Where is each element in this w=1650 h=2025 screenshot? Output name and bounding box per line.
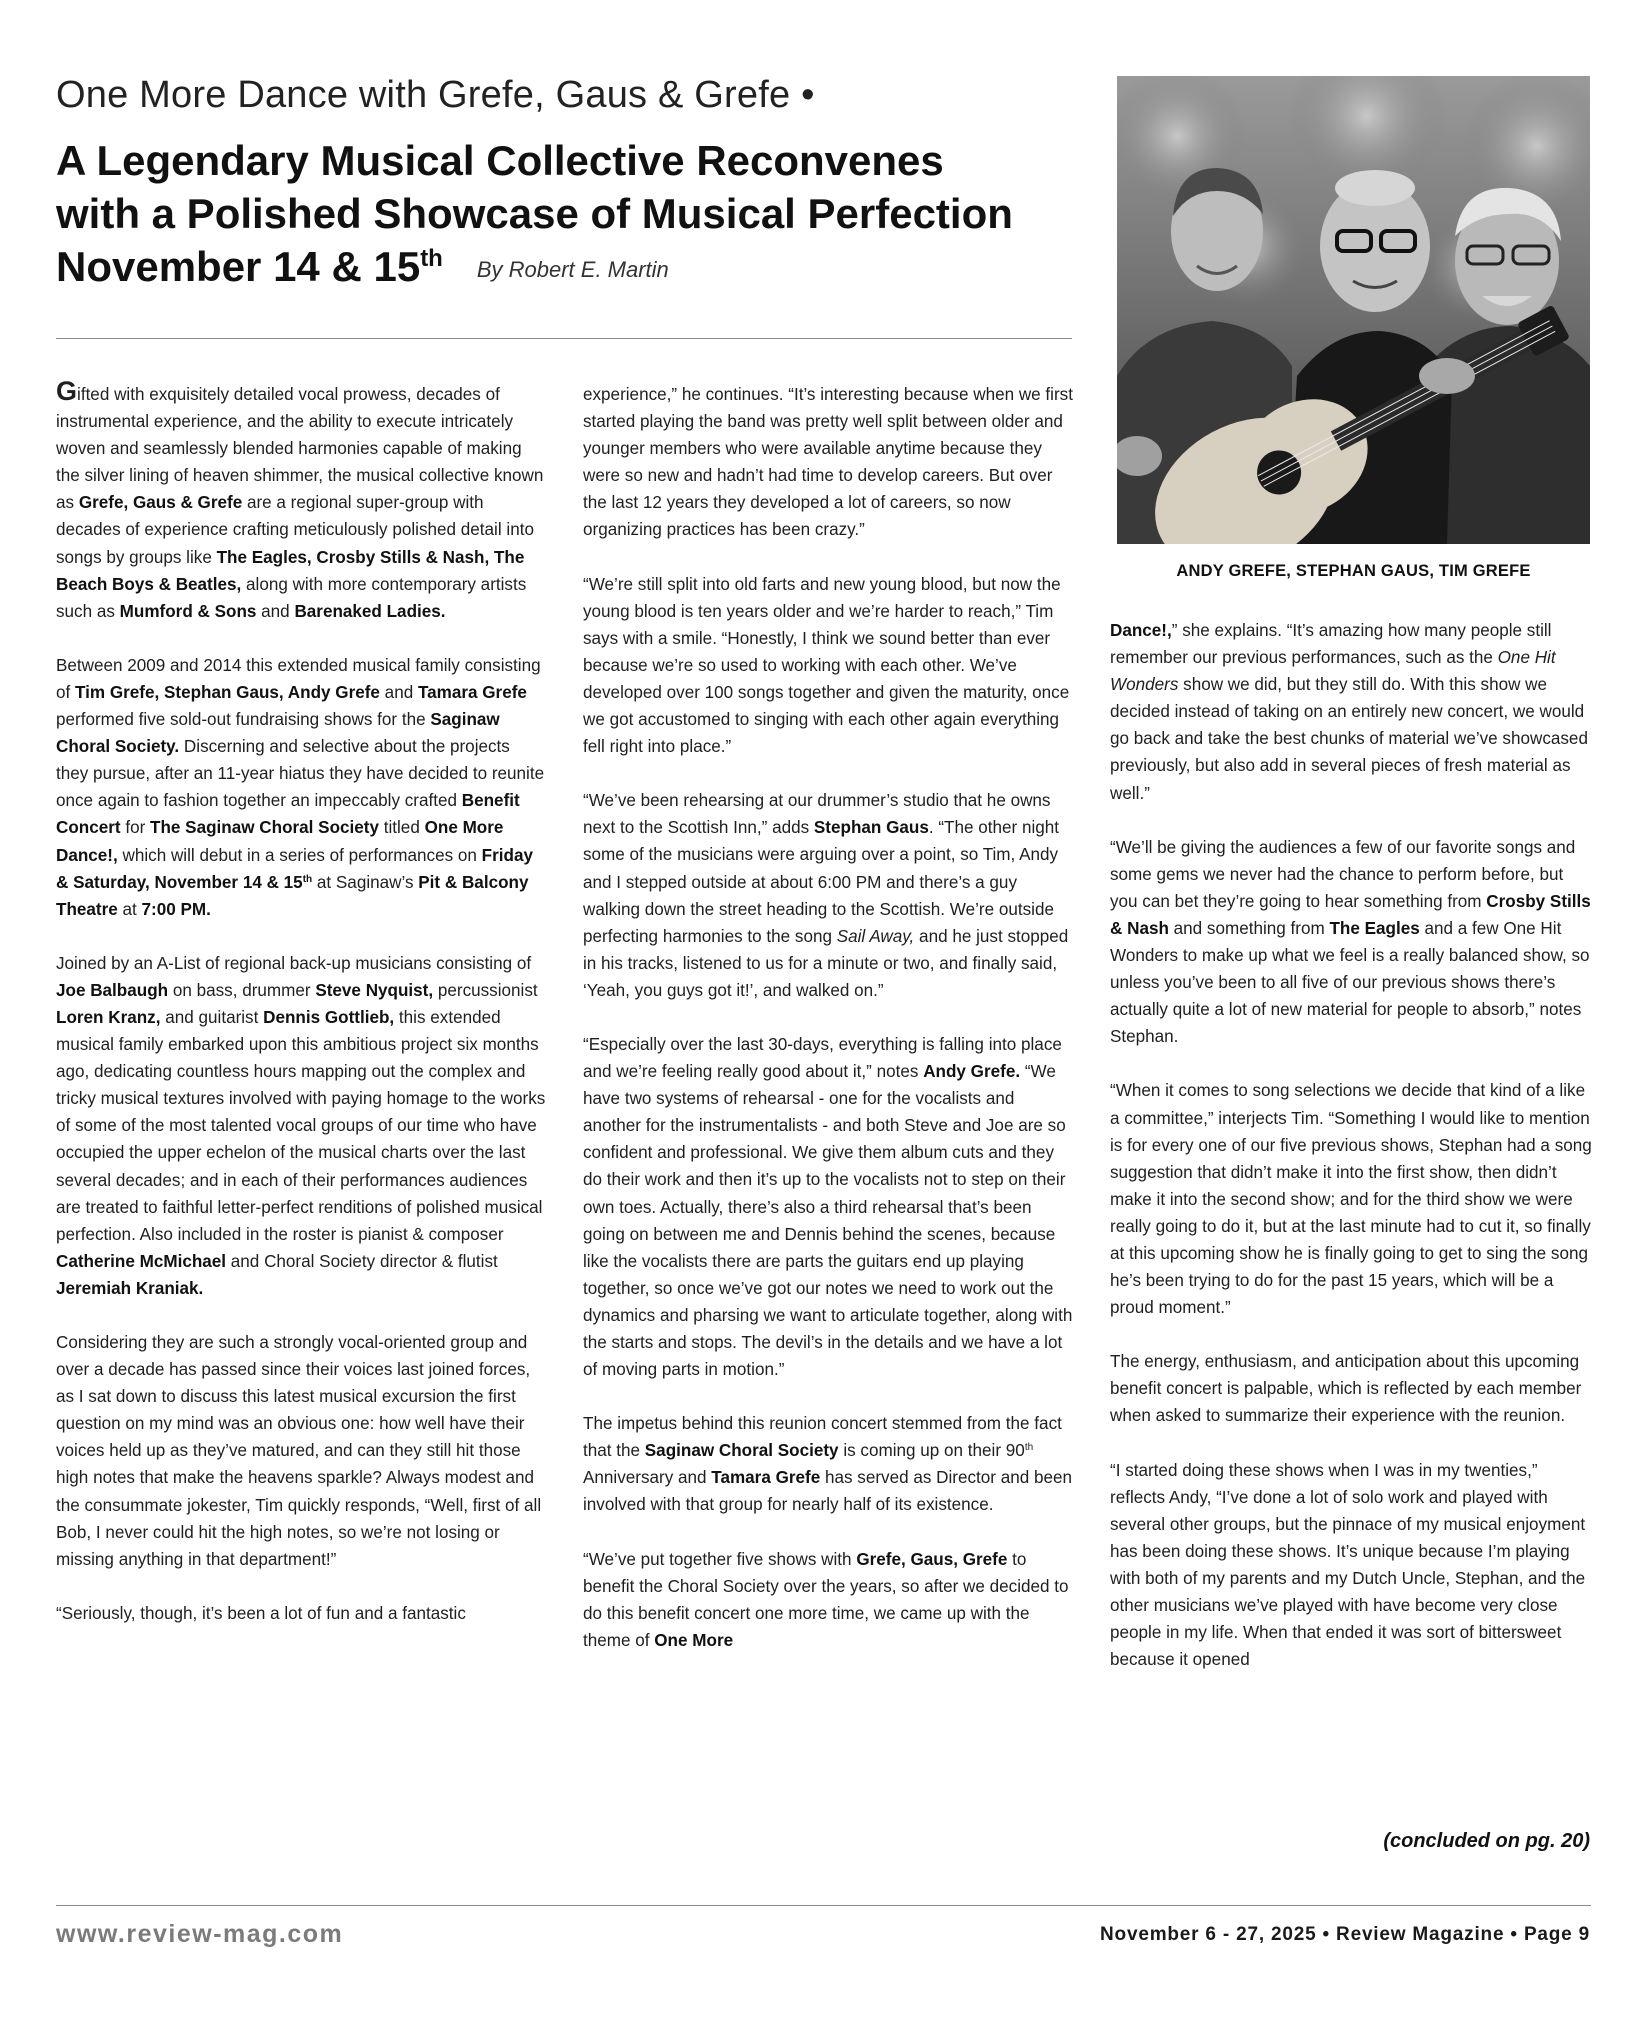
footer-divider bbox=[56, 1905, 1591, 1906]
bold-text: Saginaw Choral Society bbox=[644, 1441, 839, 1461]
bold-text: Mumford & Sons bbox=[119, 601, 257, 621]
text-run: experience,” he continues. “It’s interesting because when we first started playing the band was pretty well split between older and younger members who were available anytime because they were so new and hadn’t had time to develop careers. But over the last 12 years they developed a lot of careers, so now organizing practices has been crazy.” bbox=[583, 385, 1073, 540]
headline-date-suffix: th bbox=[420, 245, 443, 272]
text-run: and he just stopped in his tracks, listened to us for a minute or two, and finally said, ‘Yeah, you guys got it!’, and walked on.” bbox=[583, 926, 1069, 1000]
text-run: and a few One Hit Wonders to make up what we feel is a really balanced show, so unless you’ve been to all five of our previous shows there’s actually quite a lot of new material for people to absorb,” notes Stephan. bbox=[1110, 918, 1590, 1047]
text-run: and bbox=[256, 601, 295, 621]
article-paragraph bbox=[56, 652, 546, 923]
article-column-3 bbox=[1110, 617, 1595, 1700]
bold-text: Saginaw Choral Society. bbox=[56, 710, 500, 757]
text-run: has served as Director and been involved with that group for nearly half of its existence. bbox=[583, 1468, 1073, 1515]
text-run: and guitarist bbox=[160, 1007, 264, 1027]
text-run: and bbox=[379, 682, 418, 702]
bold-text: Dennis Gottlieb, bbox=[263, 1007, 395, 1027]
bold-text: Benefit Concert bbox=[56, 791, 520, 838]
bold-text: Andy Grefe. bbox=[923, 1062, 1021, 1082]
article-column-2 bbox=[583, 381, 1073, 1681]
article-paragraph bbox=[583, 787, 1073, 1004]
headline-line-3 bbox=[56, 240, 1076, 296]
bold-text: The Eagles bbox=[1329, 918, 1420, 938]
text-run: “We’ve been rehearsing at our drummer’s studio that he owns next to the Scottish Inn,” adds bbox=[583, 791, 1051, 838]
text-run: “Especially over the last 30-days, everything is falling into place and we’re feeling really good about it,” notes bbox=[583, 1034, 1062, 1082]
text-run: Between 2009 and 2014 this extended musical family consisting of bbox=[56, 655, 541, 702]
byline: By Robert E. Martin bbox=[476, 257, 669, 282]
article-kicker: One More Dance with Grefe, Gaus & Grefe • bbox=[56, 74, 815, 116]
italic-text: Sail Away, bbox=[836, 926, 915, 946]
bold-text: Grefe, Gaus & Grefe bbox=[78, 493, 243, 513]
bold-text: Grefe, Gaus, Grefe bbox=[856, 1549, 1008, 1569]
text-run: on bass, drummer bbox=[168, 980, 316, 1000]
italic-text: One Hit Wonders bbox=[1110, 648, 1556, 695]
continuation-note: (concluded on pg. 20) bbox=[1383, 1830, 1590, 1852]
text-run: and something from bbox=[1168, 918, 1330, 938]
article-paragraph bbox=[1110, 1348, 1595, 1429]
article-paragraph bbox=[56, 376, 546, 625]
article-paragraph bbox=[583, 1410, 1073, 1518]
text-run: percussionist bbox=[433, 980, 538, 1000]
article-paragraph bbox=[583, 1546, 1073, 1654]
band-photo bbox=[1117, 76, 1590, 544]
text-run: ifted with exquisitely detailed vocal prowess, decades of instrumental experience, and the ability to execute intricately woven and seamlessly blended harmonies capable of making the silver lining of heaven shimmer, the musical collective known as bbox=[56, 385, 544, 513]
bold-text: Steve Nyquist, bbox=[315, 980, 434, 1000]
text-run: The energy, enthusiasm, and anticipation about this upcoming benefit concert is palpable, which is reflected by each member when asked to summarize their experience with the reunion. bbox=[1110, 1352, 1582, 1426]
article-headline bbox=[56, 134, 1076, 296]
bold-text: Barenaked Ladies. bbox=[294, 601, 446, 621]
drop-cap: G bbox=[56, 376, 78, 406]
text-run: ” she explains. “It’s amazing how many people still remember our previous performances, such as the bbox=[1110, 621, 1552, 668]
text-run: to benefit the Choral Society over the years, so after we decided to do this benefit concert one more time, we came up with the theme of bbox=[583, 1549, 1069, 1650]
text-run: at Saginaw’s bbox=[312, 872, 419, 892]
text-run: which will debut in a series of performances on bbox=[117, 845, 482, 865]
website-link[interactable]: www.review-mag.com bbox=[56, 1920, 344, 1948]
article-paragraph bbox=[56, 1329, 546, 1573]
text-run: for bbox=[120, 818, 151, 838]
photo-caption: ANDY GREFE, STEPHAN GAUS, TIM GREFE bbox=[1176, 562, 1531, 580]
bold-text: Joe Balbaugh bbox=[56, 980, 169, 1000]
bold-text: Catherine McMichael bbox=[56, 1251, 227, 1271]
text-run: show we did, but they still do. With this show we decided instead of taking on an entirely new concert, we would go back and take the best chunks of material we’ve showcased previously, but also add in several pieces of fresh material as well.” bbox=[1110, 675, 1588, 803]
article-paragraph bbox=[56, 1600, 546, 1627]
bold-text: Loren Kranz, bbox=[56, 1007, 161, 1027]
text-run: The impetus behind this reunion concert stemmed from the fact that the bbox=[583, 1414, 1062, 1461]
article-column-1 bbox=[56, 376, 546, 1654]
text-run: at bbox=[117, 899, 142, 919]
text-run: “We’re still split into old farts and new young blood, but now the young blood is ten years older and we’re harder to reach,” Tim says with a smile. “Honestly, I think we sound better than ever because we’re so used to working with each other. We’ve developed over 100 songs together and given the maturity, once we got accustomed to singing with each other again everything fell right into place.” bbox=[583, 574, 1070, 757]
article-paragraph bbox=[1110, 834, 1595, 1051]
bold-text: The Eagles, Crosby Stills & Nash, The Beach Boys & Beatles, bbox=[56, 547, 525, 594]
bold-text: One More bbox=[654, 1630, 734, 1650]
text-run: “I started doing these shows when I was in my twenties,” reflects Andy, “I’ve done a lot of solo work and played with several other groups, but the pinnace of my musical enjoyment has been doing these shows. It’s unique because I’m playing with both of my parents and my Dutch Uncle, Stephan, and the other musicians we’ve played with have become very close people in my life. When that ended it was sort of bittersweet because it opened bbox=[1110, 1460, 1586, 1670]
header-divider bbox=[56, 338, 1072, 339]
bold-text: Pit & Balcony Theatre bbox=[56, 872, 529, 919]
text-run: are a regional super-group with decades of experience crafting meticulously polished detail into songs by groups like bbox=[56, 493, 534, 567]
bold-text: th bbox=[302, 873, 313, 885]
headline-date: November 14 & 15 bbox=[56, 243, 421, 290]
text-run: along with more contemporary artists such as bbox=[56, 574, 527, 621]
bold-text: Tamara Grefe bbox=[417, 682, 527, 702]
bold-text: Jeremiah Kraniak. bbox=[56, 1278, 204, 1298]
text-run: . “The other night some of the musicians were arguing over a point, so Tim, Andy and I stepped outside at about 6:00 PM and there’s a guy walking down the street heading to the Scottish. We’re outside perfecting harmonies to the song bbox=[583, 818, 1060, 946]
issue-page-info: November 6 - 27, 2025 • Review Magazine • Page 9 bbox=[1100, 1924, 1590, 1945]
bold-text: 7:00 PM. bbox=[141, 899, 211, 919]
text-run: “Seriously, though, it’s been a lot of fun and a fantastic bbox=[56, 1603, 466, 1623]
headline-line-2: with a Polished Showcase of Musical Perfection bbox=[56, 190, 1013, 237]
article-paragraph bbox=[56, 950, 546, 1302]
bold-text: Friday & Saturday, November 14 & 15 bbox=[56, 845, 533, 892]
bold-text: Tamara Grefe bbox=[711, 1468, 821, 1488]
text-run: performed five sold-out fundraising shows for the bbox=[56, 710, 431, 730]
text-run: is coming up on their 90 bbox=[838, 1441, 1025, 1461]
text-run: this extended musical family embarked upon this ambitious project six months ago, dedicating countless hours mapping out the complex and tricky musical textures involved with paying homage to the works of some of the most talented vocal groups of our time who have occupied the upper echelon of the musical charts over the last several decades; and in each of their performances audiences are treated to faithful letter-perfect renditions of polished musical perfection. Also included in the roster is pianist & composer bbox=[56, 1007, 546, 1244]
text-run: “We have two systems of rehearsal - one for the vocalists and another for the instrumentalists - and both Steve and Joe are so confident and professional. We give them album cuts and they do their work and then it’s up to the vocalists not to step on their own toes. Actually, there’s also a third rehearsal that’s been going on between me and Dennis behind the scenes, because like the vocalists there are parts the guitars end up playing together, so once we’ve got our notes we need to work out the dynamics and pharsing we want to articulate together, along with the starts and stops. The devil’s in the details and we have a lot of moving parts in motion.” bbox=[583, 1062, 1073, 1380]
text-run: “When it comes to song selections we decide that kind of a like a committee,” interjects Tim. “Something I would like to mention is for every one of our five previous shows, Stephan had a song suggestion that didn’t make it into the first show, then didn’t make it into the second show; and for the third show we were really going to do it, but at the last minute had to cut it, so finally at this upcoming show he is finally going to get to sing the song he’s been trying to do for the past 15 years, which will be a proud moment.” bbox=[1110, 1081, 1592, 1318]
headline-line-1: A Legendary Musical Collective Reconvenes bbox=[56, 137, 944, 184]
text-run: Joined by an A-List of regional back-up musicians consisting of bbox=[56, 953, 532, 973]
text-run: Considering they are such a strongly vocal-oriented group and over a decade has passed since their voices last joined forces, as I sat down to discuss this latest musical excursion the first question on my mind was an obvious one: how well have their voices held up as they’ve matured, and can they still hit those high notes that make the heavens sparkle? Always modest and the consummate jokester, Tim quickly responds, “Well, first of all Bob, I never could hit the high notes, so we’re not losing or missing anything in that department!” bbox=[56, 1333, 542, 1569]
text-run: and Choral Society director & flutist bbox=[226, 1251, 498, 1271]
bold-text: The Saginaw Choral Society bbox=[150, 818, 379, 838]
bold-text: Crosby Stills & Nash bbox=[1110, 891, 1591, 938]
bold-text: Stephan Gaus bbox=[813, 818, 929, 838]
article-paragraph bbox=[1110, 1077, 1595, 1321]
text-run: titled bbox=[378, 818, 425, 838]
text-run: th bbox=[1024, 1442, 1034, 1454]
text-run: “We’ll be giving the audiences a few of our favorite songs and some gems we never had the chance to perform before, but you can bet they’re going to hear something from bbox=[1110, 837, 1576, 911]
text-run: Discerning and selective about the projects they pursue, after an 11-year hiatus they have decided to reunite once again to fashion together an impeccably crafted bbox=[56, 737, 545, 811]
article-paragraph bbox=[583, 381, 1073, 544]
article-paragraph bbox=[1110, 617, 1595, 807]
bold-text: One More Dance!, bbox=[56, 818, 504, 865]
article-paragraph bbox=[583, 571, 1073, 761]
text-run: Anniversary and bbox=[583, 1468, 712, 1488]
bold-text: Dance!, bbox=[1110, 621, 1172, 640]
article-paragraph bbox=[583, 1031, 1073, 1383]
bold-text: Tim Grefe, Stephan Gaus, Andy Grefe bbox=[75, 682, 380, 702]
article-paragraph bbox=[1110, 1457, 1595, 1674]
text-run: “We’ve put together five shows with bbox=[583, 1549, 857, 1569]
